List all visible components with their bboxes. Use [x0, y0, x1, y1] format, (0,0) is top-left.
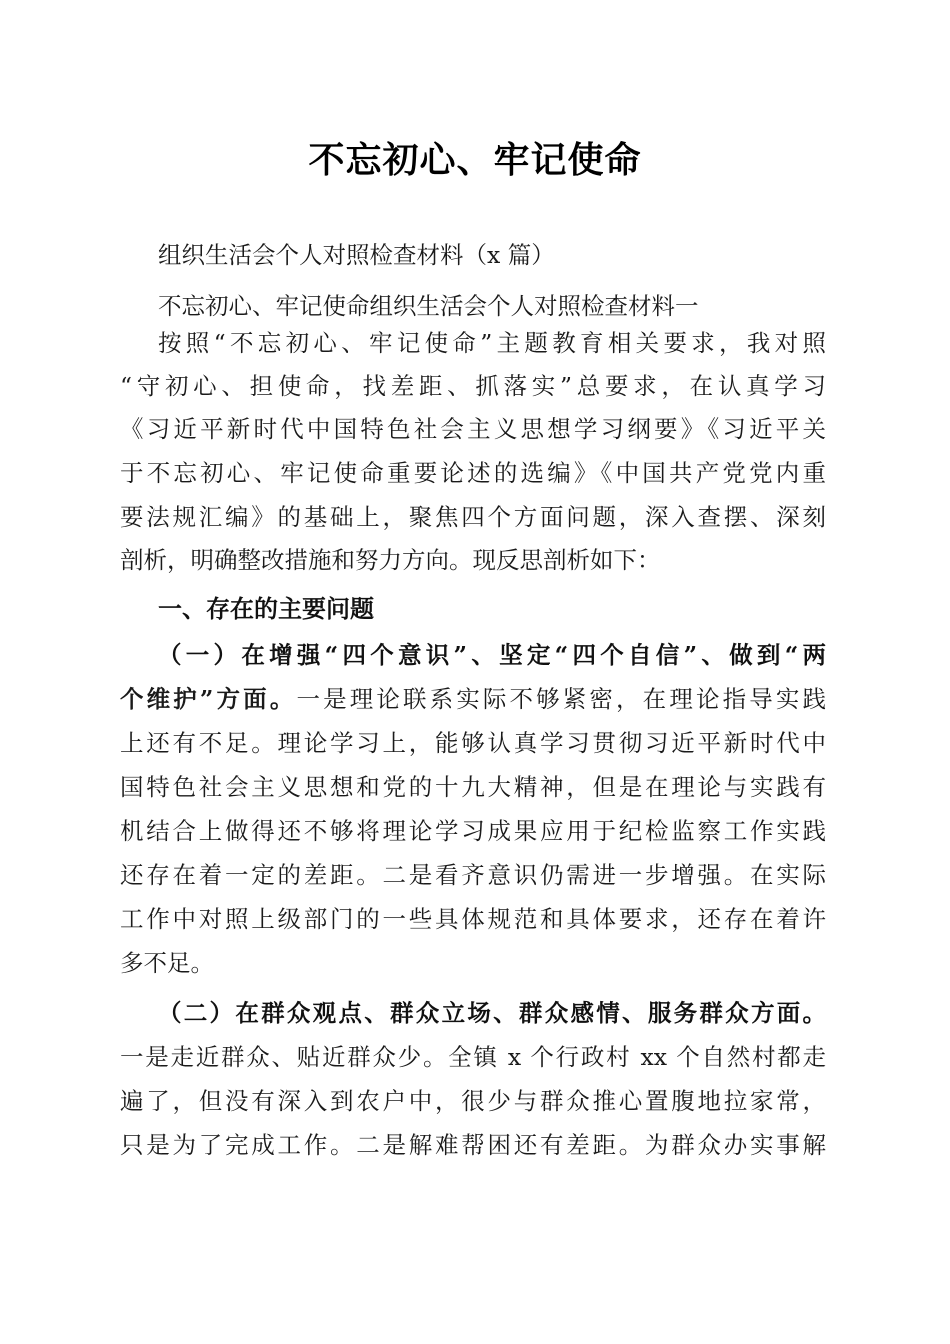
item-1-line: 工作中对照上级部门的一些具体规范和具体要求，还存在着许	[120, 905, 826, 933]
section-title: 不忘初心、牢记使命组织生活会个人对照检查材料一	[158, 292, 699, 320]
heading-main-problems: 一、存在的主要问题	[158, 595, 374, 623]
intro-line: 于不忘初心、牢记使命重要论述的选编》《中国共产党党内重	[120, 459, 826, 487]
item-1-line: 机结合上做得还不够将理论学习成果应用于纪检监察工作实践	[120, 817, 826, 845]
intro-line: 按照“不忘初心、牢记使命”主题教育相关要求，我对照	[158, 329, 826, 357]
document-subtitle: 组织生活会个人对照检查材料（x 篇）	[158, 241, 555, 269]
intro-line: 剖析，明确整改措施和努力方向。现反思剖析如下：	[120, 546, 661, 574]
item-2-line: 一是走近群众、贴近群众少。全镇 x 个行政村 xx 个自然村都走	[120, 1043, 826, 1071]
item-2-line: 遍了，但没有深入到农户中，很少与群众推心置腹地拉家常，	[120, 1087, 826, 1115]
item-1-heading: （一）在增强“四个意识”、坚定“四个自信”、做到“两	[158, 641, 826, 669]
item-1-line	[120, 682, 826, 716]
item-2-line: 只是为了完成工作。二是解难帮困还有差距。为群众办实事解	[120, 1131, 826, 1159]
item-1-line: 国特色社会主义思想和党的十九大精神，但是在理论与实践有	[120, 773, 826, 801]
intro-line: 《习近平新时代中国特色社会主义思想学习纲要》《习近平关	[120, 415, 826, 443]
item-1-line-rest: 一是理论联系实际不够紧密，在理论指导实践	[296, 685, 826, 713]
item-1-line: 多不足。	[120, 949, 214, 977]
item-1-heading-end: 个维护”方面。	[120, 685, 297, 713]
intro-line: 要法规汇编》的基础上，聚焦四个方面问题，深入查摆、深刻	[120, 503, 826, 531]
item-2-heading: （二）在群众观点、群众立场、群众感情、服务群众方面。	[158, 999, 826, 1027]
item-1-line: 上还有不足。理论学习上，能够认真学习贯彻习近平新时代中	[120, 729, 826, 757]
intro-line: “守初心、担使命，找差距、抓落实”总要求，在认真学习	[120, 372, 826, 400]
document-title: 不忘初心、牢记使命	[308, 139, 642, 181]
item-1-line: 还存在着一定的差距。二是看齐意识仍需进一步增强。在实际	[120, 861, 826, 889]
